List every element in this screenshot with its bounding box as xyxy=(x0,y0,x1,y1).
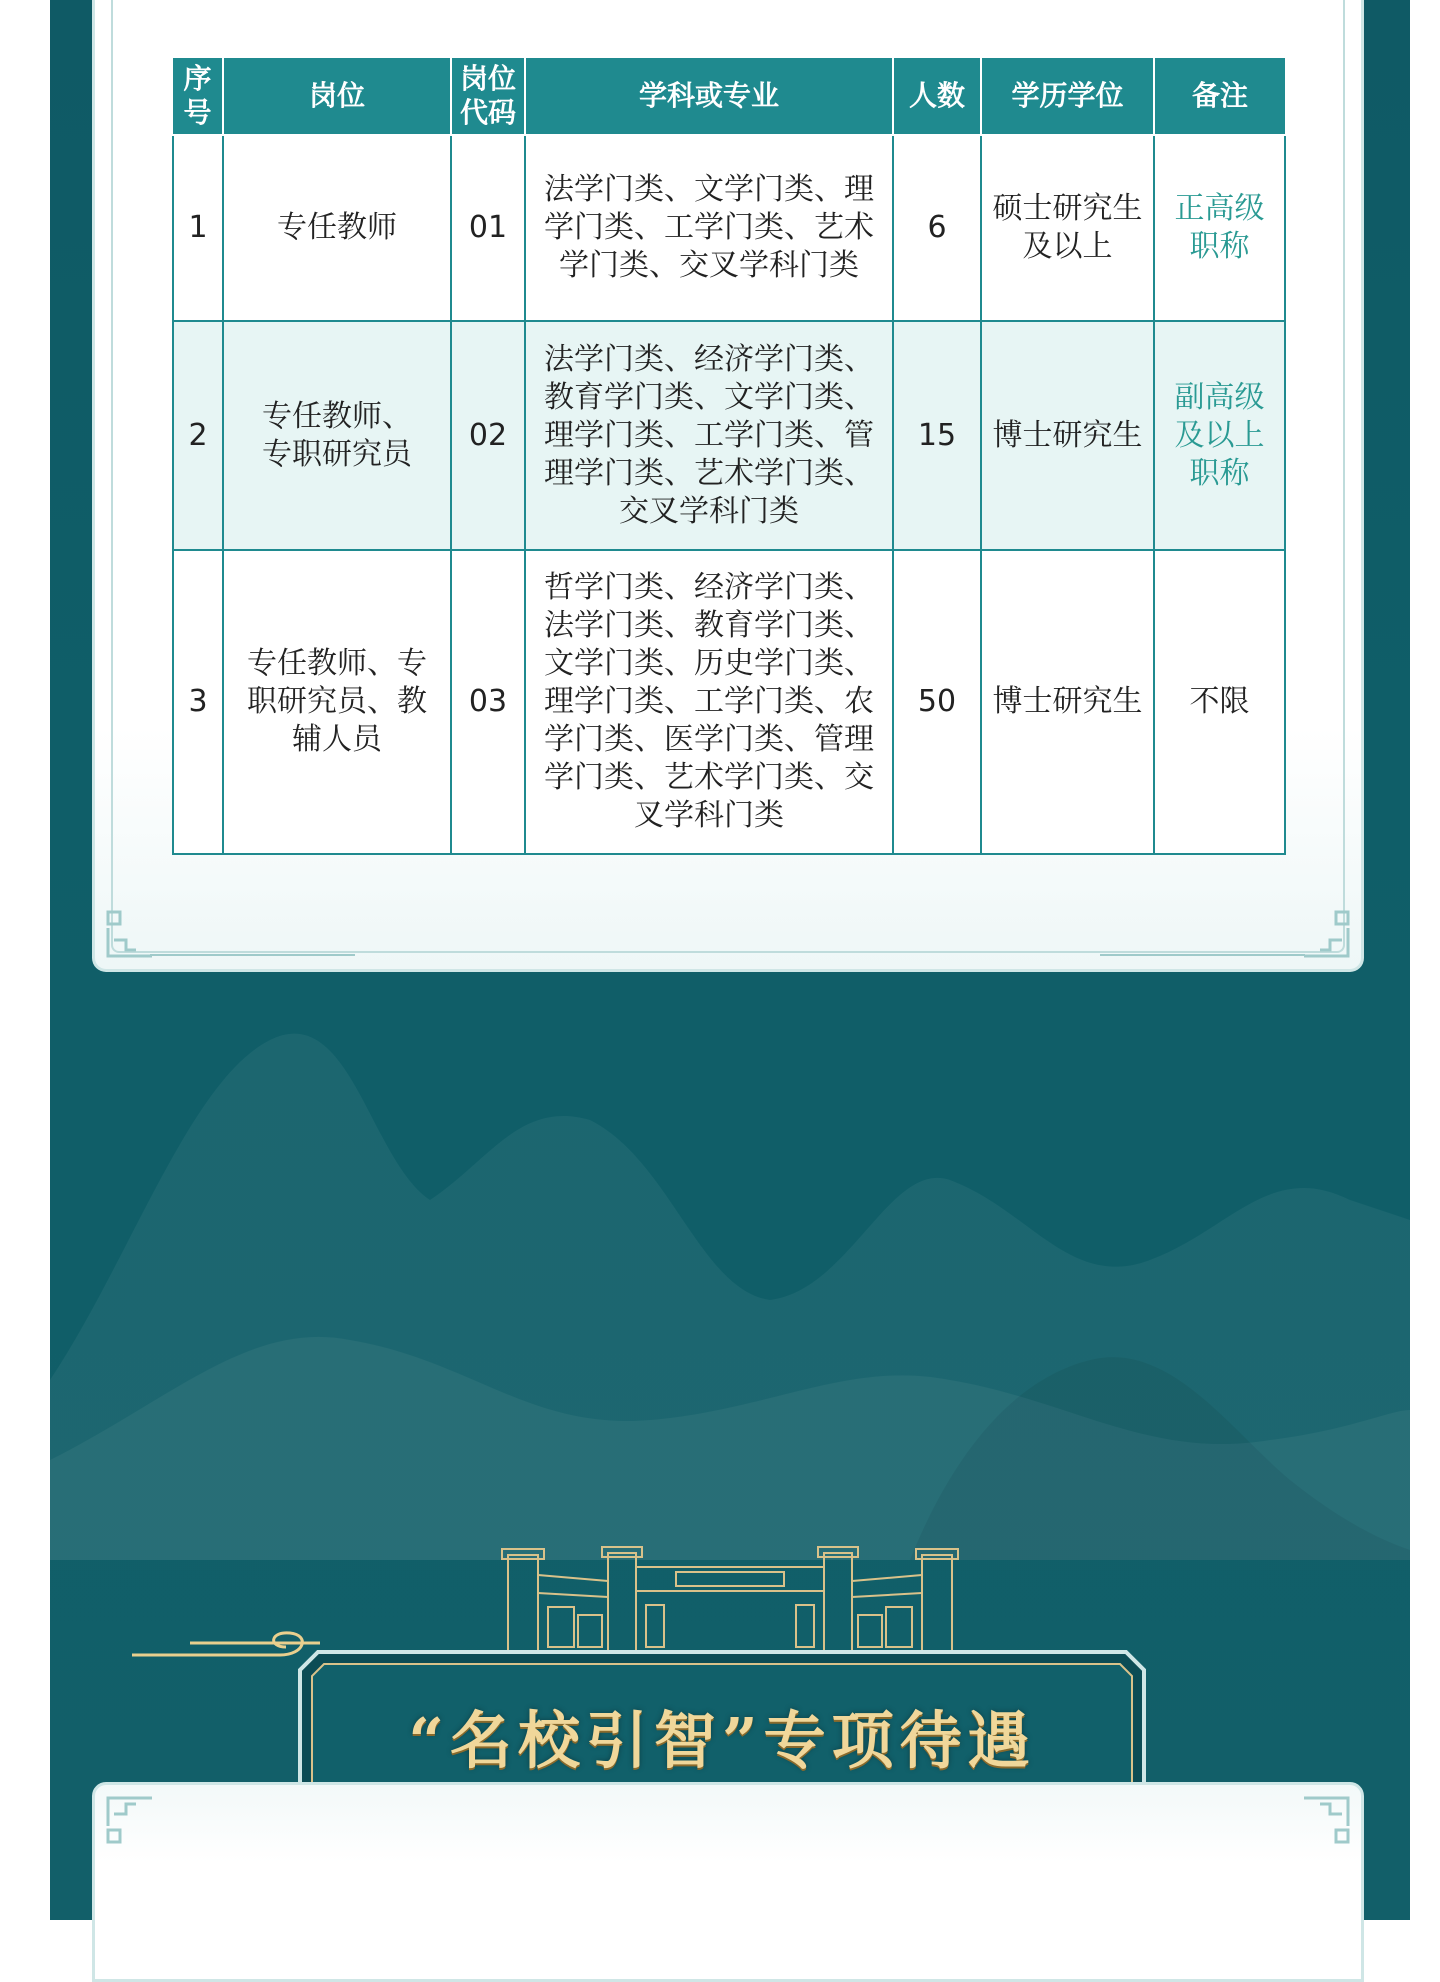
corner-ornament-icon xyxy=(106,1796,154,1844)
cell-code: 02 xyxy=(451,321,525,550)
table-row xyxy=(173,321,1285,550)
cell-position: 专任教师、专职研究员 xyxy=(223,321,451,550)
corner-ornament-icon xyxy=(1302,910,1350,958)
right-decorative-line xyxy=(1100,954,1305,956)
corner-ornament-icon xyxy=(106,910,154,958)
cell-subject: 哲学门类、经济学门类、法学门类、教育学门类、文学门类、历史学门类、理学门类、工学门类、农学门类、医学门类、管理学门类、艺术学门类、交叉学科门类 xyxy=(525,550,893,854)
cell-degree: 博士研究生 xyxy=(981,321,1154,550)
cell-subject: 法学门类、文学门类、理学门类、工学门类、艺术学门类、交叉学科门类 xyxy=(525,135,893,321)
recruitment-table-wrapper xyxy=(172,58,1284,855)
header-subject: 学科或专业 xyxy=(525,58,893,135)
cell-position: 专任教师 xyxy=(223,135,451,321)
cloud-swirl-icon xyxy=(130,1625,320,1661)
corner-ornament-icon xyxy=(1302,1796,1350,1844)
mountain-landscape-decoration xyxy=(50,960,1410,1560)
cell-position: 专任教师、专职研究员、教辅人员 xyxy=(223,550,451,854)
cell-subject: 法学门类、经济学门类、教育学门类、文学门类、理学门类、工学门类、管理学门类、艺术学门类、交叉学科门类 xyxy=(525,321,893,550)
cell-code: 01 xyxy=(451,135,525,321)
treatment-card xyxy=(92,1782,1364,1982)
table-header-row xyxy=(173,58,1285,135)
cell-degree: 博士研究生 xyxy=(981,550,1154,854)
header-code: 岗位 代码 xyxy=(451,58,525,135)
cell-note: 正高级职称 xyxy=(1154,135,1285,321)
header-note: 备注 xyxy=(1154,58,1285,135)
cell-count: 15 xyxy=(893,321,981,550)
left-decorative-line xyxy=(150,954,355,956)
cell-index: 3 xyxy=(173,550,223,854)
cell-count: 6 xyxy=(893,135,981,321)
cell-note: 不限 xyxy=(1154,550,1285,854)
cell-count: 50 xyxy=(893,550,981,854)
table-row xyxy=(173,550,1285,854)
recruitment-table xyxy=(172,58,1286,855)
header-degree: 学历学位 xyxy=(981,58,1154,135)
header-position: 岗位 xyxy=(223,58,451,135)
banner-title: “名校引智”专项待遇 xyxy=(408,1703,1036,1777)
header-index: 序 号 xyxy=(173,58,223,135)
header-count: 人数 xyxy=(893,58,981,135)
table-row xyxy=(173,135,1285,321)
cell-note: 副高级及以上职称 xyxy=(1154,321,1285,550)
cell-index: 2 xyxy=(173,321,223,550)
cell-degree: 硕士研究生及以上 xyxy=(981,135,1154,321)
university-gate-icon xyxy=(500,1545,960,1660)
cell-code: 03 xyxy=(451,550,525,854)
cell-index: 1 xyxy=(173,135,223,321)
